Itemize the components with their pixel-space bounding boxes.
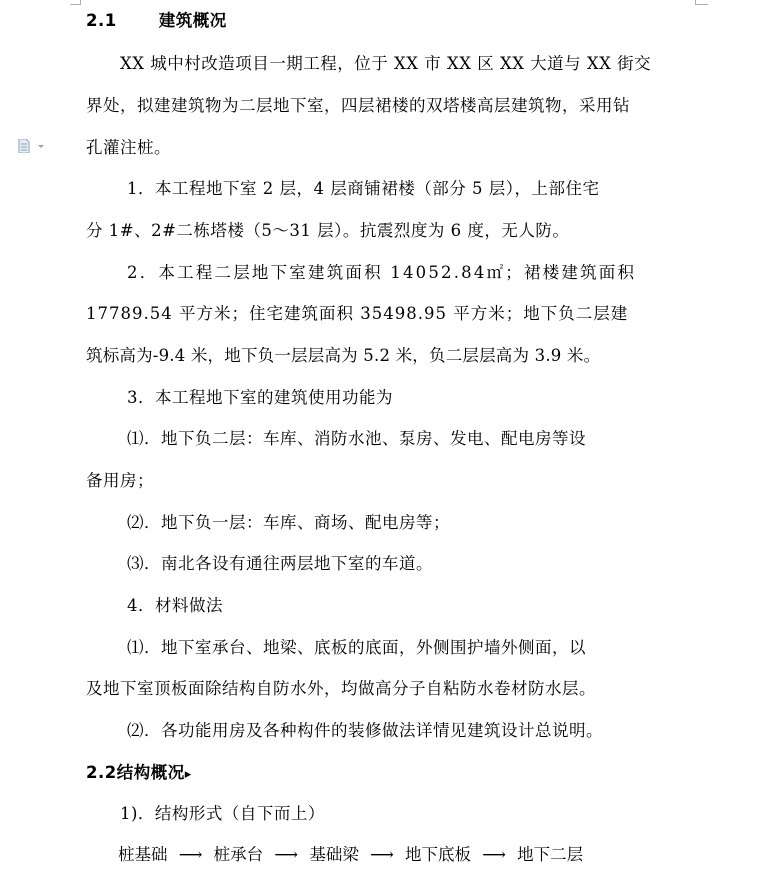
- paragraph-line: 孔灌注桩。: [86, 138, 171, 157]
- paragraph-line: ⑴．地下负二层：车库、消防水池、泵房、发电、配电房等设: [127, 429, 586, 448]
- paragraph-line: 3．本工程地下室的建筑使用功能为: [127, 388, 393, 407]
- paragraph-line: 2．本工程二层地下室建筑面积 14052.84㎡；裙楼建筑面积: [127, 263, 637, 282]
- paragraph-line: 1)．结构形式（自下而上）: [120, 804, 325, 823]
- flow-step: 桩承台: [213, 844, 264, 864]
- section-heading-2-2: [86, 762, 192, 786]
- paragraph-line: 分 1#、2#二栋塔楼（5～31 层）。抗震烈度为 6 度，无人防。: [86, 221, 570, 240]
- section-title: 建筑概况: [158, 11, 227, 30]
- arrow-right-icon: ⟶: [178, 844, 203, 864]
- page-corner-mark: [695, 0, 708, 5]
- paragraph-line: ⑶．南北各设有通往两层地下室的车道。: [127, 554, 433, 573]
- paragraph-line: 17789.54 平方米；住宅建筑面积 35498.95 平方米；地下负二层建: [86, 304, 629, 323]
- paragraph-line: 及地下室顶板面除结构自防水外，均做高分子自粘防水卷材防水层。: [86, 679, 596, 698]
- paragraph-line: ⑵．各功能用房及各种构件的装修做法详情见建筑设计总说明。: [127, 721, 603, 740]
- arrow-right-icon: ⟶: [370, 844, 394, 864]
- paragraph-mark-icon: ▸: [184, 767, 192, 782]
- paragraph-line: 界处，拟建建筑物为二层地下室，四层裙楼的双塔楼高层建筑物，采用钻: [86, 96, 630, 115]
- paragraph-line: ⑵．地下负一层：车库、商场、配电房等；: [127, 513, 450, 532]
- paragraph-line: 4．材料做法: [127, 596, 223, 615]
- flow-step: 基础梁: [309, 844, 359, 864]
- flow-step: 地下底板: [404, 844, 471, 864]
- flow-step: 地下二层: [517, 844, 584, 864]
- paragraph-line: 备用房；: [86, 471, 154, 490]
- arrow-right-icon: ⟶: [482, 844, 506, 864]
- paragraph-line: ⑴．地下室承台、地梁、底板的底面，外侧围护墙外侧面，以: [127, 638, 586, 657]
- structure-flow: [118, 843, 583, 866]
- section-number: 2.1: [86, 11, 117, 30]
- section-title: 结构概况: [116, 763, 185, 782]
- paragraph-line: XX 城中村改造项目一期工程，位于 XX 市 XX 区 XX 大道与 XX 街交: [120, 54, 652, 73]
- flow-step: 桩基础: [118, 844, 168, 864]
- section-heading-2-1: [86, 10, 227, 32]
- document-icon[interactable]: [18, 138, 48, 152]
- page-corner-mark: [70, 0, 81, 5]
- arrow-right-icon: ⟶: [274, 844, 299, 864]
- paragraph-line: 筑标高为-9.4 米，地下负一层层高为 5.2 米，负二层层高为 3.9 米。: [86, 346, 601, 365]
- paragraph-line: 1．本工程地下室 2 层，4 层商铺裙楼（部分 5 层），上部住宅: [127, 179, 600, 198]
- section-number: 2.2: [86, 763, 117, 782]
